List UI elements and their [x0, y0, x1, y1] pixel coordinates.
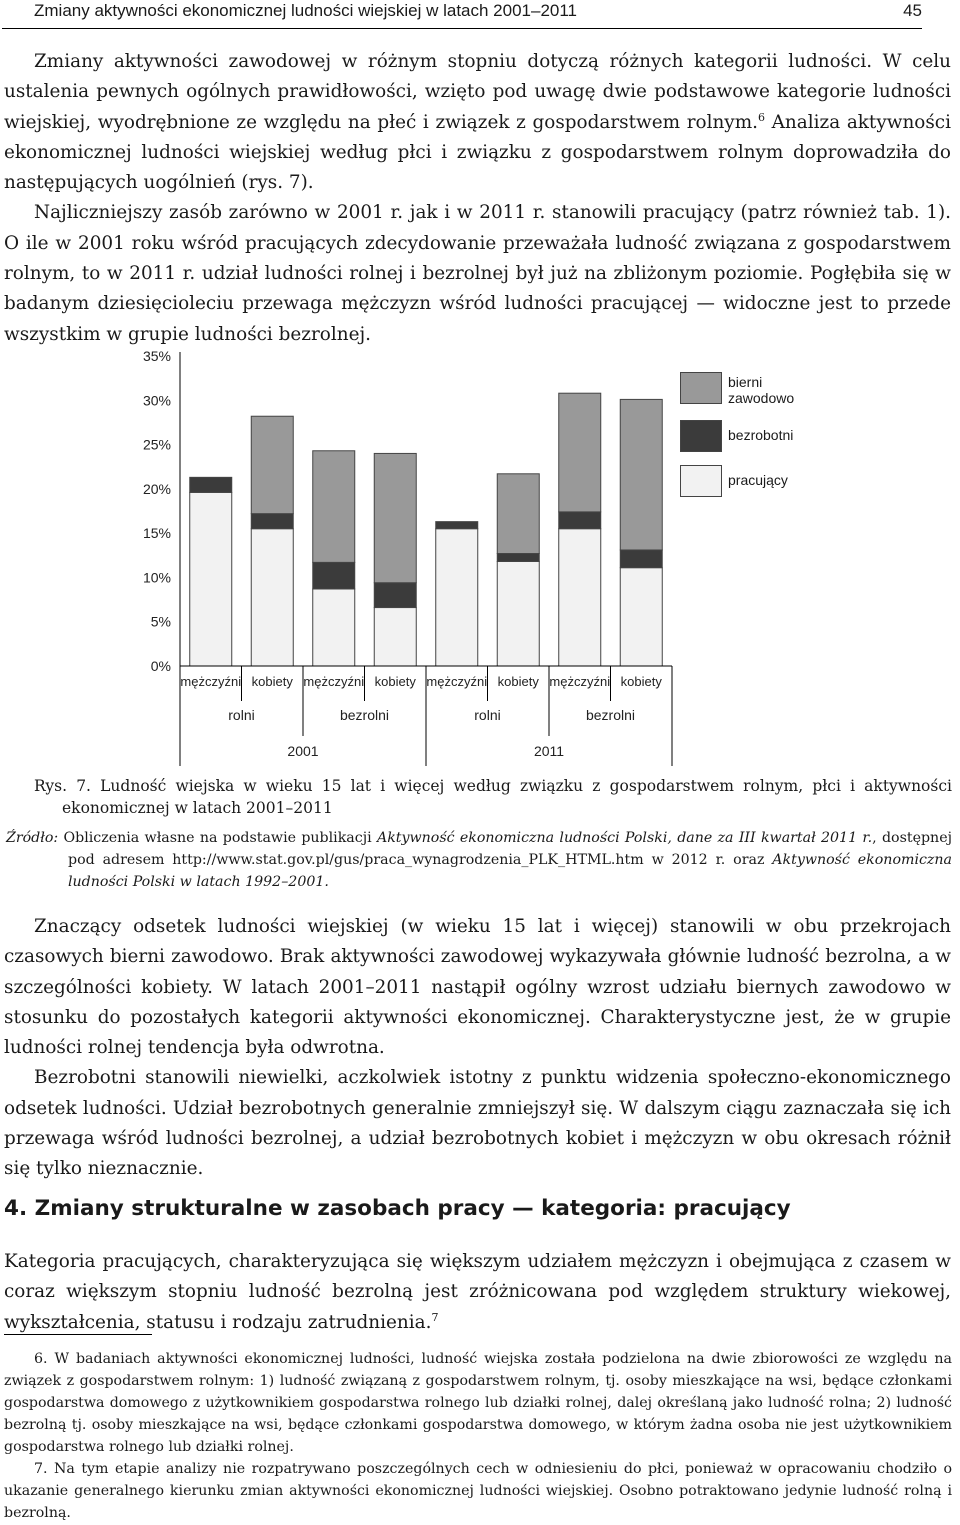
bar-segment [313, 562, 355, 589]
y-tick-label: 35% [142, 348, 171, 364]
paragraph [4, 1247, 951, 1338]
bar-segment [620, 568, 662, 666]
source-text [6, 827, 952, 893]
x-category-label: kobiety [374, 674, 416, 689]
bar-segment [251, 416, 293, 513]
bar-segment [436, 529, 478, 666]
bar-segment [559, 512, 601, 529]
intro-text [4, 47, 951, 350]
caption-text [34, 775, 952, 819]
source-part: Obliczenia własne na podstawie publikacji [58, 830, 377, 846]
x-category-label: kobiety [497, 674, 539, 689]
source-title: Aktywność ekonomiczna ludności Polski, dane za III kwartał 2011 r. [376, 830, 873, 846]
bar-segment [559, 393, 601, 512]
source-label: Źródło: [6, 830, 59, 846]
paragraph-text: Kategoria pracujących, charakteryzująca się większym udziałem mężczyzn i obejmująca z czasem w coraz większym stopniu ludność bezrolną jest zróżnicowana pod względem struktury wiekowej, wykształcenia, statusu i rodzaju zatrudnienia. [4, 1251, 951, 1333]
x-year-label: 2001 [287, 743, 319, 759]
x-group-label: rolni [474, 707, 501, 723]
bar-segment [620, 399, 662, 550]
paragraph: Bezrobotni stanowili niewielki, aczkolwiek istotny z punktu widzenia społeczno-ekonomicznego odsetek ludności. Udział bezrobotnych generalnie zmniejszył się. W dalszym ciągu zaznaczała się ich przewaga wśród ludności bezrolnej, a udział bezrobotnych kobiet i mężczyzn w obu okresach różnił się tylko nieznacznie. [4, 1067, 951, 1180]
section-heading: 4. Zmiany strukturalne w zasobach pracy — kategoria: pracujący [4, 1196, 791, 1221]
caption-label: Rys. 7. [34, 777, 91, 795]
x-category-label: mężczyźni [303, 674, 365, 689]
bar-segment [374, 583, 416, 608]
x-year-label: 2011 [533, 743, 565, 759]
bar-segment [190, 477, 232, 492]
y-tick-label: 15% [142, 525, 171, 542]
footnotes [4, 1348, 952, 1524]
legend-label-inactive: bierni zawodowo [728, 374, 795, 406]
paragraph: Najliczniejszy zasób zarówno w 2001 r. jak i w 2011 r. stanowili pracujący (patrz również tab. 1). O ile w 2001 roku wśród pracujących zdecydowanie przeważała ludność związana z gospodarstwem rolnym, to w 2011 r. udział ludności rolnej i bezrolnej był już na zbliżonym poziomie. Pogłębiła się w badanym dziesięcioleciu przewaga mężczyzn wśród ludności pracującej — widoczne jest to przede wszystkim w grupie ludności bezrolnej. [4, 202, 951, 345]
bar-segment [190, 492, 232, 666]
x-category-label: mężczyźni [426, 674, 488, 689]
bar-segment [313, 451, 355, 563]
running-head-title: Zmiany aktywności ekonomicznej ludności wiejskiej w latach 2001–2011 [34, 1, 578, 20]
y-tick-label: 5% [150, 613, 171, 630]
section-text [4, 1247, 951, 1338]
x-group-label: rolni [228, 707, 255, 723]
paragraph-text: Analiza aktywności ekonomicznej ludności wiejskiej według płci i związku z gospodarstwem rolnym doprowadziła do następujących uogólnień (rys. 7). [4, 111, 951, 194]
x-group-label: bezrolni [585, 707, 636, 723]
paragraph [4, 47, 951, 198]
bar-segment [374, 453, 416, 582]
running-head [2, 0, 922, 29]
figure-caption [34, 775, 952, 819]
footnote-7: 7. Na tym etapie analizy nie rozpatrywano poszczególnych cech w odniesieniu do płci, ponieważ w opracowaniu chodziło o ukazanie generalnego kierunku zmian aktywności ekonomicznej ludności wiejskiej. Osobno potraktowano jedynie ludność rolną i bezrolną. [4, 1461, 952, 1521]
page-number: 45 [903, 1, 922, 20]
source-part: , dostępnej pod adresem http://www.stat.gov.pl/gus/praca_wynagrodzenia_PLK_HTML.htm w 2012 r. oraz [68, 830, 952, 868]
source-title: Aktywność ekonomiczna ludności Polski w latach 1992–2001. [68, 852, 952, 890]
y-tick-label: 10% [142, 569, 171, 586]
bar-segment [497, 474, 539, 554]
bar-segment [497, 561, 539, 666]
y-tick-label: 0% [150, 658, 171, 674]
y-tick-label: 25% [142, 436, 171, 453]
x-category-label: mężczyźni [180, 674, 242, 689]
paragraph: Znaczący odsetek ludności wiejskiej (w wieku 15 lat i więcej) stanowili w obu przekrojach czasowych bierni zawodowo. Brak aktywności zawodowej wykazywała głównie ludność bezrolna, a w szczególności kobiety. W latach 2001–2011 nastąpił ogólny wzrost udziału biernych zawodowo w stosunku do pozostałych kategorii aktywności ekonomicznej. Charakterystyczne jest, że w grupie ludności rolnej tendencja była odwrotna. [4, 916, 951, 1059]
legend-swatch-employed [680, 465, 722, 497]
figure-source [6, 827, 952, 893]
bar-segment [251, 529, 293, 666]
footnote-6: 6. W badaniach aktywności ekonomicznej ludności, ludność wiejska została podzielona na dwie zbiorowości ze względu na związek z gospodarstwem rolnym: 1) ludność związaną z gospodarstwem rolnym, tj. osoby mieszkające na wsi, będące członkami gospodarstwa domowego z użytkownikiem gospodarstwa rolnego lub działki rolnej, dalej określaną jako ludność rolna; 2) ludność bezrolną tj. osoby mieszkające na wsi, będące członkami gospodarstwa domowego, w którym żadna osoba nie jest użytkownikiem gospodarstwa rolnego lub działki rolnej. [4, 1351, 952, 1455]
bar-segment [436, 522, 478, 529]
footnote-rule [4, 1334, 152, 1335]
footnote-ref: 6 [757, 110, 765, 124]
legend-swatch-inactive [680, 372, 722, 404]
y-tick-label: 20% [142, 480, 171, 497]
figure-chart [0, 338, 960, 768]
x-category-label: kobiety [251, 674, 293, 689]
bar-segment [620, 550, 662, 568]
caption-body: Ludność wiejska w wieku 15 lat i więcej według związku z gospodarstwem rolnym, płci i aktywności ekonomicznej w latach 2001–2011 [62, 777, 952, 817]
paragraph-text: Zmiany aktywności zawodowej w różnym stopniu dotyczą różnych kategorii ludności. W celu ustalenia pewnych ogólnych prawidłowości, wzięto pod uwagę dwie podstawowe kategorie ludności wiejskiej, wyodrębnione ze względu na płeć i związek z gospodarstwem rolnym. [4, 51, 951, 133]
body-text [4, 912, 951, 1185]
x-group-label: bezrolni [339, 707, 390, 723]
x-category-label: kobiety [620, 674, 662, 689]
legend-label-unemployed: bezrobotni [728, 427, 794, 443]
legend-label-employed: pracujący [728, 472, 788, 488]
bar-segment [497, 554, 539, 562]
x-category-label: mężczyźni [549, 674, 611, 689]
bar-segment [374, 608, 416, 666]
bar-segment [251, 514, 293, 529]
y-tick-label: 30% [142, 392, 171, 409]
bar-segment [313, 589, 355, 666]
footnote-ref: 7 [431, 1310, 439, 1324]
bar-segment [559, 529, 601, 666]
legend-swatch-unemployed [680, 420, 722, 452]
